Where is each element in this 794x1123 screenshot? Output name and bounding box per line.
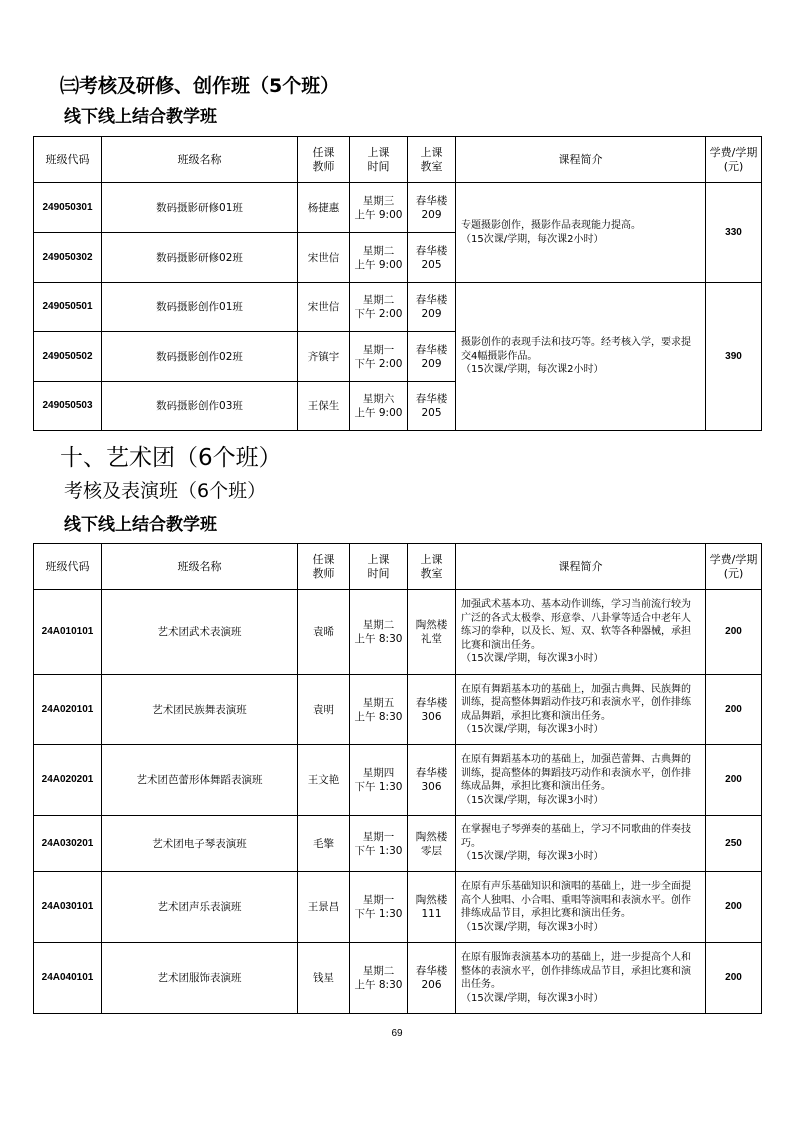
class-description: 在原有舞蹈基本功的基础上，加强芭蕾舞、古典舞的训练，提高整体的舞蹈技巧动作和表演水平，创作排练成品舞，承担比赛和演出任务。 （15次课/学期，每次课3小时） <box>456 745 706 816</box>
class-teacher: 王保生 <box>298 382 350 431</box>
header-description: 课程简介 <box>456 137 706 183</box>
class-name: 数码摄影研修01班 <box>102 183 298 233</box>
class-fee: 200 <box>706 872 762 943</box>
table-row <box>34 872 762 943</box>
class-teacher: 王文艳 <box>298 745 350 816</box>
class-time: 星期二 上午 8:30 <box>350 590 408 675</box>
class-name: 艺术团武术表演班 <box>102 590 298 675</box>
table-row <box>34 183 762 233</box>
class-name: 艺术团声乐表演班 <box>102 872 298 943</box>
class-time: 星期一 下午 1:30 <box>350 816 408 872</box>
class-teacher: 齐镇宇 <box>298 332 350 382</box>
class-teacher: 袁晞 <box>298 590 350 675</box>
class-time: 星期六 上午 9:00 <box>350 382 408 431</box>
class-name: 数码摄影研修02班 <box>102 233 298 283</box>
class-time: 星期一 下午 1:30 <box>350 872 408 943</box>
class-description: 在掌握电子琴弹奏的基础上，学习不同歌曲的伴奏技巧。 （15次课/学期，每次课3小时） <box>456 816 706 872</box>
class-code: 24A010101 <box>34 590 102 675</box>
section-subtitle-blended-teaching: 线下线上结合教学班 <box>64 107 217 127</box>
section-subtitle-blended-teaching-2: 线下线上结合教学班 <box>64 515 217 535</box>
section-title-art-troupe: 十、艺术团（6个班） <box>60 445 282 471</box>
class-name: 数码摄影创作02班 <box>102 332 298 382</box>
class-fee: 200 <box>706 745 762 816</box>
class-name: 艺术团民族舞表演班 <box>102 675 298 745</box>
class-name: 数码摄影创作03班 <box>102 382 298 431</box>
class-fee: 390 <box>706 283 762 431</box>
header-room: 上课 教室 <box>408 544 456 590</box>
class-fee: 250 <box>706 816 762 872</box>
class-code: 24A020201 <box>34 745 102 816</box>
class-name: 数码摄影创作01班 <box>102 283 298 332</box>
table-row <box>34 943 762 1014</box>
class-fee: 330 <box>706 183 762 283</box>
page-number: 69 <box>391 1028 403 1039</box>
header-class-name: 班级名称 <box>102 544 298 590</box>
class-room: 春华楼 306 <box>408 675 456 745</box>
class-teacher: 钱星 <box>298 943 350 1014</box>
class-code: 24A020101 <box>34 675 102 745</box>
header-teacher: 任课 教师 <box>298 137 350 183</box>
class-time: 星期三 上午 9:00 <box>350 183 408 233</box>
header-room: 上课 教室 <box>408 137 456 183</box>
table-row <box>34 590 762 675</box>
table-art-troupe-classes <box>33 543 762 1014</box>
section-title-assessment-classes: ㈢考核及研修、创作班（5个班） <box>60 75 340 97</box>
class-room: 陶然楼 111 <box>408 872 456 943</box>
class-room: 春华楼 306 <box>408 745 456 816</box>
class-time: 星期二 上午 8:30 <box>350 943 408 1014</box>
class-fee: 200 <box>706 943 762 1014</box>
class-fee: 200 <box>706 590 762 675</box>
class-teacher: 杨捷惠 <box>298 183 350 233</box>
class-room: 春华楼 209 <box>408 332 456 382</box>
class-code: 24A030101 <box>34 872 102 943</box>
header-class-code: 班级代码 <box>34 544 102 590</box>
header-teacher: 任课 教师 <box>298 544 350 590</box>
header-description: 课程简介 <box>456 544 706 590</box>
header-fee: 学费/学期 (元) <box>706 544 762 590</box>
class-description: 在原有舞蹈基本功的基础上，加强古典舞、民族舞的训练，提高整体舞蹈动作技巧和表演水平，创作排练成品舞蹈，承担比赛和演出任务。 （15次课/学期，每次课3小时） <box>456 675 706 745</box>
table-header-row <box>34 544 762 590</box>
header-class-code: 班级代码 <box>34 137 102 183</box>
table-header-row <box>34 137 762 183</box>
class-time: 星期二 下午 2:00 <box>350 283 408 332</box>
class-room: 春华楼 205 <box>408 382 456 431</box>
class-room: 陶然楼 礼堂 <box>408 590 456 675</box>
class-time: 星期四 下午 1:30 <box>350 745 408 816</box>
section-subtitle-performance-classes: 考核及表演班（6个班） <box>64 480 267 502</box>
header-fee: 学费/学期 (元) <box>706 137 762 183</box>
class-code: 24A030201 <box>34 816 102 872</box>
class-time: 星期一 下午 2:00 <box>350 332 408 382</box>
table-row <box>34 745 762 816</box>
class-room: 春华楼 209 <box>408 183 456 233</box>
class-teacher: 宋世信 <box>298 283 350 332</box>
class-description: 加强武术基本功、基本动作训练，学习当前流行较为广泛的各式太极拳、形意拳、八卦掌等适合中老年人练习的拳种，以及长、短、双、软等各种器械，承担比赛和演出任务。 （15次课/学期，每次课3小时） <box>456 590 706 675</box>
class-name: 艺术团服饰表演班 <box>102 943 298 1014</box>
class-teacher: 袁明 <box>298 675 350 745</box>
class-description: 摄影创作的表现手法和技巧等。经考核入学，要求提交4幅摄影作品。 （15次课/学期，每次课2小时） <box>456 283 706 431</box>
class-code: 249050501 <box>34 283 102 332</box>
header-class-name: 班级名称 <box>102 137 298 183</box>
table-photography-classes <box>33 136 762 431</box>
class-code: 249050502 <box>34 332 102 382</box>
class-description: 专题摄影创作，摄影作品表现能力提高。 （15次课/学期，每次课2小时） <box>456 183 706 283</box>
class-name: 艺术团芭蕾形体舞蹈表演班 <box>102 745 298 816</box>
class-room: 春华楼 209 <box>408 283 456 332</box>
table-row <box>34 816 762 872</box>
class-code: 249050301 <box>34 183 102 233</box>
class-room: 陶然楼 零层 <box>408 816 456 872</box>
class-room: 春华楼 206 <box>408 943 456 1014</box>
class-code: 249050503 <box>34 382 102 431</box>
class-description: 在原有声乐基础知识和演唱的基础上，进一步全面提高个人独唱、小合唱、重唱等演唱和表演水平。创作排练成品节目，承担比赛和演出任务。 （15次课/学期，每次课3小时） <box>456 872 706 943</box>
table-row <box>34 283 762 332</box>
class-code: 24A040101 <box>34 943 102 1014</box>
header-time: 上课 时间 <box>350 137 408 183</box>
class-room: 春华楼 205 <box>408 233 456 283</box>
class-teacher: 毛擎 <box>298 816 350 872</box>
class-fee: 200 <box>706 675 762 745</box>
class-description: 在原有服饰表演基本功的基础上，进一步提高个人和整体的表演水平，创作排练成品节目，承担比赛和演出任务。 （15次课/学期，每次课3小时） <box>456 943 706 1014</box>
class-teacher: 王景昌 <box>298 872 350 943</box>
class-time: 星期五 上午 8:30 <box>350 675 408 745</box>
class-teacher: 宋世信 <box>298 233 350 283</box>
header-time: 上课 时间 <box>350 544 408 590</box>
class-code: 249050302 <box>34 233 102 283</box>
class-name: 艺术团电子琴表演班 <box>102 816 298 872</box>
class-time: 星期二 上午 9:00 <box>350 233 408 283</box>
table-row <box>34 675 762 745</box>
